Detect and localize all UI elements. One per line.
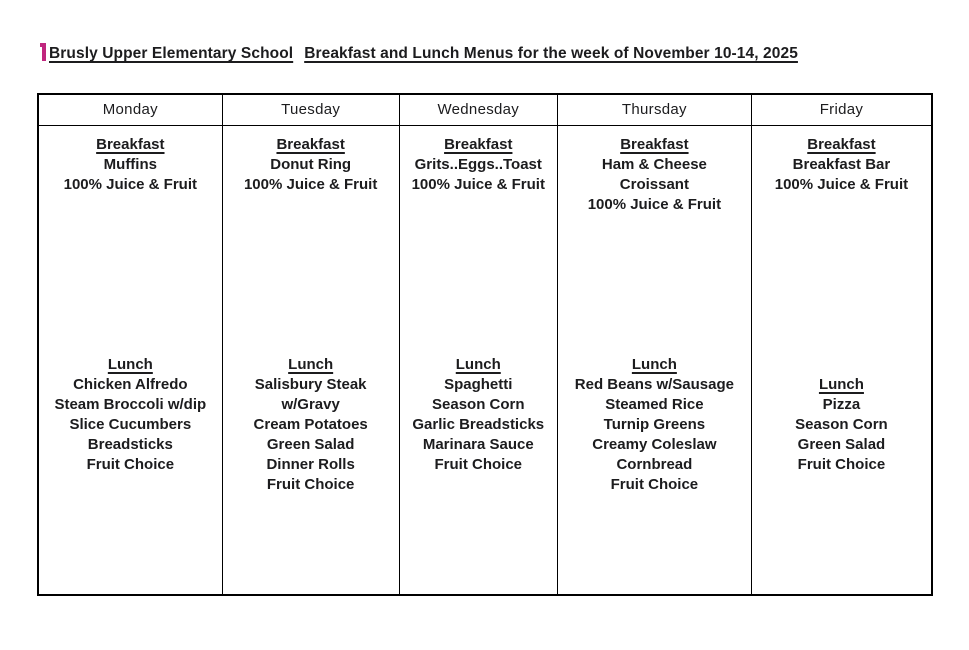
document-title	[42, 45, 798, 63]
day-cell-wednesday	[399, 125, 557, 595]
lunch-item: Steamed Rice	[605, 395, 704, 413]
breakfast-item: 100% Juice & Fruit	[411, 175, 545, 193]
lunch-item: Cream Potatoes	[253, 415, 368, 433]
lunch-item: Steam Broccoli w/dip	[54, 395, 207, 413]
day-header-tuesday: Tuesday	[222, 94, 399, 125]
lunch-label: Lunch	[107, 355, 153, 373]
menu-week-title: Breakfast and Lunch Menus for the week of November 10-14, 2025	[304, 45, 798, 62]
lunch-item: Cornbread	[616, 455, 693, 473]
day-header-thursday: Thursday	[557, 94, 751, 125]
school-name: Brusly Upper Elementary School	[49, 45, 294, 62]
lunch-label: Lunch	[818, 375, 864, 393]
text-cursor-icon	[42, 43, 46, 61]
menu-table	[37, 93, 933, 596]
lunch-item: Salisbury Steak	[254, 375, 367, 393]
breakfast-label: Breakfast	[96, 135, 165, 153]
day-header-monday: Monday	[38, 94, 222, 125]
breakfast-label: Breakfast	[620, 135, 689, 153]
lunch-item: Slice Cucumbers	[69, 415, 192, 433]
lunch-item: Green Salad	[266, 435, 355, 453]
breakfast-item: 100% Juice & Fruit	[243, 175, 378, 193]
lunch-item: Breadsticks	[87, 435, 173, 453]
breakfast-section	[752, 126, 931, 195]
day-cell-tuesday	[222, 125, 399, 595]
lunch-item: Green Salad	[797, 435, 886, 453]
lunch-item: Fruit Choice	[434, 455, 523, 473]
lunch-item: Chicken Alfredo	[73, 375, 188, 393]
breakfast-section	[558, 126, 751, 215]
lunch-item: Creamy Coleslaw	[592, 435, 717, 453]
breakfast-label: Breakfast	[276, 135, 345, 153]
breakfast-item: 100% Juice & Fruit	[63, 175, 198, 193]
lunch-item: Fruit Choice	[610, 475, 699, 493]
lunch-item: Dinner Rolls	[266, 455, 355, 473]
lunch-section	[400, 355, 557, 475]
day-cell-friday	[751, 125, 932, 595]
breakfast-item: Croissant	[619, 175, 689, 193]
lunch-item: Red Beans w/Sausage	[574, 375, 734, 393]
day-cell-monday	[38, 125, 222, 595]
day-cell-thursday	[557, 125, 751, 595]
lunch-item: Season Corn	[432, 395, 525, 413]
lunch-item: Fruit Choice	[86, 455, 175, 473]
breakfast-section	[223, 126, 399, 195]
lunch-section	[558, 355, 751, 495]
breakfast-item: Donut Ring	[270, 155, 352, 173]
breakfast-label: Breakfast	[444, 135, 513, 153]
lunch-section	[39, 355, 222, 475]
lunch-item: Pizza	[822, 395, 861, 413]
lunch-item: Turnip Greens	[603, 415, 706, 433]
lunch-item: Fruit Choice	[266, 475, 355, 493]
breakfast-item: Muffins	[103, 155, 157, 173]
lunch-item: w/Gravy	[281, 395, 340, 413]
lunch-label: Lunch	[455, 355, 501, 373]
breakfast-item: Breakfast Bar	[792, 155, 891, 173]
breakfast-item: Ham & Cheese	[601, 155, 707, 173]
breakfast-label: Breakfast	[807, 135, 876, 153]
menu-table-body-row	[38, 125, 932, 595]
lunch-label: Lunch	[631, 355, 677, 373]
lunch-item: Garlic Breadsticks	[412, 415, 545, 433]
lunch-item: Marinara Sauce	[422, 435, 534, 453]
breakfast-item: 100% Juice & Fruit	[587, 195, 722, 213]
day-header-friday: Friday	[751, 94, 932, 125]
lunch-item: Fruit Choice	[797, 455, 886, 473]
lunch-section	[223, 355, 399, 495]
breakfast-item: Grits..Eggs..Toast	[414, 155, 542, 173]
breakfast-section	[400, 126, 557, 195]
lunch-item: Season Corn	[795, 415, 888, 433]
lunch-label: Lunch	[288, 355, 334, 373]
menu-table-header-row	[38, 94, 932, 125]
breakfast-item: 100% Juice & Fruit	[774, 175, 909, 193]
lunch-item: Spaghetti	[444, 375, 513, 393]
breakfast-section	[39, 126, 222, 195]
day-header-wednesday: Wednesday	[399, 94, 557, 125]
lunch-section	[752, 375, 931, 475]
